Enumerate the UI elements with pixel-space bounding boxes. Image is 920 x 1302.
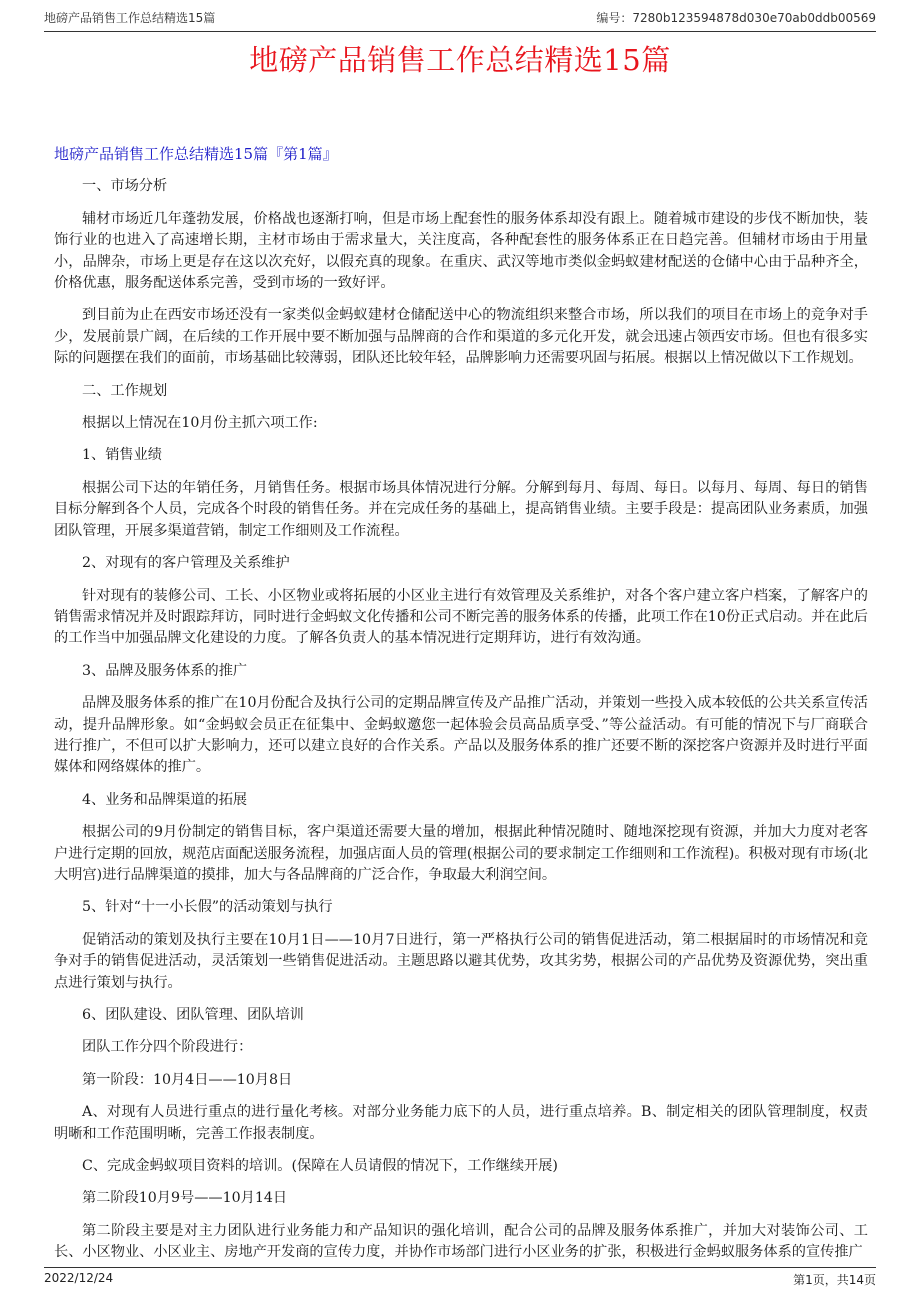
footer-divider bbox=[44, 1267, 876, 1268]
paragraph: 二、工作规划 bbox=[82, 382, 168, 399]
paragraph: C、完成金蚂蚁项目资料的培训。(保障在人员请假的情况下，工作继续开展) bbox=[82, 1158, 558, 1175]
footer-date: 2022/12/24 bbox=[44, 1271, 114, 1285]
paragraph: 一、市场分析 bbox=[82, 178, 168, 195]
paragraph: 促销活动的策划及执行主要在10月1日——10月7日进行，第一严格执行公司的销售促进活动，第二根据届时的市场情况和竞争对手的销售促进活动，灵活策划一些销售促进活动。主题思路以避其优势，攻其劣势，根据公司的产品优势及资源优势，突出重点进行策划与执行。 bbox=[54, 931, 868, 991]
paragraph: 根据以上情况在10月份主抓六项工作: bbox=[82, 415, 318, 432]
paragraph: 3、品牌及服务体系的推广 bbox=[82, 662, 248, 679]
paragraph: 辅材市场近几年蓬勃发展，价格战也逐渐打响，但是市场上配套性的服务体系却没有跟上。随着城市建设的步伐不断加快，装饰行业的也进入了高速增长期，主材市场由于需求量大，关注度高，各种配套性的服务体系正在日趋完善。但辅材市场由于用量小，品牌杂，市场上更是存在这以次充好，以假充真的现象。在重庆、武汉等地市类似金蚂蚁建材配送的仓储中心由于品种齐全，价格优惠，服务配送体系完善，受到市场的一致好评。 bbox=[54, 210, 868, 292]
header-doc-id: 编号：7280b123594878d030e70ab0ddb00569 bbox=[596, 11, 876, 25]
paragraph: 6、团队建设、团队管理、团队培训 bbox=[82, 1007, 304, 1023]
document-title: 地磅产品销售工作总结精选15篇 bbox=[249, 43, 671, 77]
running-header bbox=[44, 9, 876, 26]
section-heading: 地磅产品销售工作总结精选15篇『第1篇』 bbox=[54, 145, 338, 163]
paragraph: A、对现有人员进行重点的进行量化考核。对部分业务能力底下的人员，进行重点培养。B、制定相关的团队管理制度，权责明晰和工作范围明晰，完善工作报表制度。 bbox=[54, 1104, 868, 1142]
paragraph: 到目前为止在西安市场还没有一家类似金蚂蚁建材仓储配送中心的物流组织来整合市场，所以我们的项目在市场上的竞争对手少，发展前景广阔，在后续的工作开展中要不断加强与品牌商的合作和渠道的多元化开发，就会迅速占领西安市场。但也有很多实际的问题摆在我们的面前，市场基础比较薄弱，团队还比较年轻，品牌影响力还需要巩固与拓展。根据以上情况做以下工作规划。 bbox=[54, 307, 868, 367]
paragraph-list bbox=[54, 176, 868, 1263]
footer-page-number: 第1页，共14页 bbox=[793, 1273, 876, 1287]
paragraph: 品牌及服务体系的推广在10月份配合及执行公司的定期品牌宣传及产品推广活动，并策划一些投入成本较低的公共关系宣传活动，提升品牌形象。如“金蚂蚁会员正在征集中、金蚂蚁邀您一起体验会员高品质享受、”等公益活动。有可能的情况下与厂商联合进行推广，不但可以扩大影响力，还可以建立良好的合作关系。产品以及服务体系的推广还要不断的深挖客户资源并及时进行平面媒体和网络媒体的推广。 bbox=[54, 695, 868, 776]
paragraph: 根据公司下达的年销任务，月销售任务。根据市场具体情况进行分解。分解到每月、每周、每日。以每月、每周、每日的销售目标分解到各个人员，完成各个时段的销售任务。并在完成任务的基础上，提高销售业绩。主要手段是：提高团队业务素质，加强团队管理，开展多渠道营销，制定工作细则及工作流程。 bbox=[54, 479, 868, 539]
document-body bbox=[54, 140, 868, 1265]
paragraph: 第二阶段10月9号——10月14日 bbox=[82, 1190, 288, 1207]
paragraph: 4、业务和品牌渠道的拓展 bbox=[82, 791, 248, 808]
paragraph: 针对现有的装修公司、工长、小区物业或将拓展的小区业主进行有效管理及关系维护，对各个客户建立客户档案，了解客户的销售需求情况并及时跟踪拜访，同时进行金蚂蚁文化传播和公司不断完善的服务体系的传播，此项工作在10份正式启动。并在此后的工作当中加强品牌文化建设的力度。了解各负责人的基本情况进行定期拜访，进行有效沟通。 bbox=[54, 587, 868, 647]
paragraph: 第二阶段主要是对主力团队进行业务能力和产品知识的强化培训，配合公司的品牌及服务体系推广，并加大对装饰公司、工长、小区物业、小区业主、房地产开发商的宣传力度，并协作市场部门进行小区业务的扩张，积极进行金蚂蚁服务体系的宣传推广 bbox=[54, 1222, 868, 1261]
paragraph: 1、销售业绩 bbox=[82, 447, 162, 464]
paragraph: 第一阶段：10月4日——10月8日 bbox=[82, 1071, 293, 1088]
paragraph: 2、对现有的客户管理及关系维护 bbox=[82, 555, 290, 572]
header-divider bbox=[44, 31, 876, 32]
paragraph: 根据公司的9月份制定的销售目标，客户渠道还需要大量的增加，根据此种情况随时、随地深挖现有资源，并加大力度对老客户进行定期的回放，规范店面配送服务流程，加强店面人员的管理(根据公司的要求制定工作细则和工作流程)。积极对现有市场(北大明宫)进行品牌渠道的摸排，加大与各品牌商的广泛合作，争取最大利润空间。 bbox=[54, 824, 868, 883]
page-footer bbox=[44, 1271, 876, 1288]
header-doc-title: 地磅产品销售工作总结精选15篇 bbox=[44, 11, 216, 25]
paragraph: 团队工作分四个阶段进行： bbox=[82, 1039, 253, 1056]
paragraph: 5、针对“十一小长假”的活动策划与执行 bbox=[82, 899, 333, 916]
